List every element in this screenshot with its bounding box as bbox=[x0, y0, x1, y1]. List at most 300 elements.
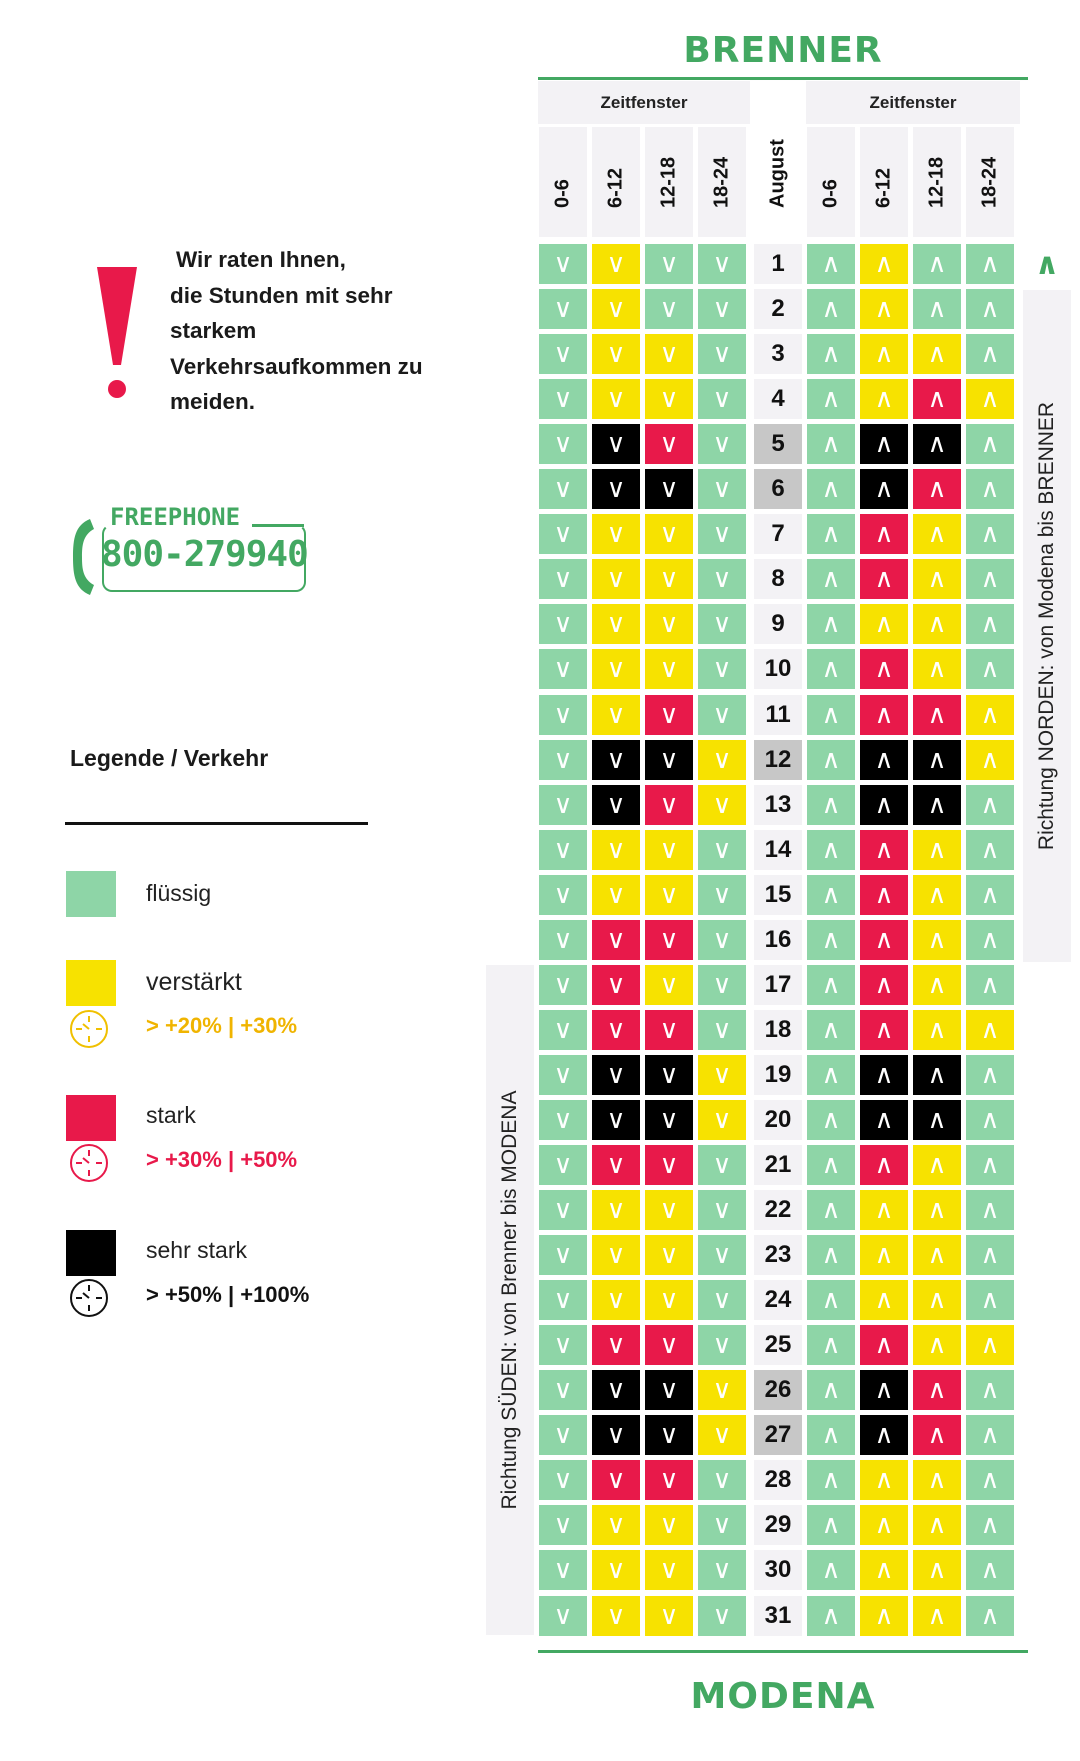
day-label: 8 bbox=[754, 559, 802, 599]
cell-north-day-22-col-1: ∧ bbox=[860, 1190, 908, 1230]
cell-south-day-27-col-2: ∨ bbox=[645, 1415, 693, 1455]
cell-south-day-28-col-0: ∨ bbox=[539, 1460, 587, 1500]
cell-north-day-26-col-1: ∧ bbox=[860, 1370, 908, 1410]
cell-north-day-28-col-0: ∧ bbox=[807, 1460, 855, 1500]
cell-south-day-28-col-3: ∨ bbox=[698, 1460, 746, 1500]
cell-north-day-6-col-3: ∧ bbox=[966, 469, 1014, 509]
cell-south-day-24-col-3: ∨ bbox=[698, 1280, 746, 1320]
legend-label-fluessig: flüssig bbox=[146, 880, 212, 906]
cell-north-day-9-col-1: ∧ bbox=[860, 604, 908, 644]
cell-north-day-15-col-0: ∧ bbox=[807, 875, 855, 915]
cell-north-day-22-col-3: ∧ bbox=[966, 1190, 1014, 1230]
cell-south-day-30-col-0: ∨ bbox=[539, 1550, 587, 1590]
cell-south-day-15-col-2: ∨ bbox=[645, 875, 693, 915]
cell-north-day-27-col-2: ∧ bbox=[913, 1415, 961, 1455]
day-label: 31 bbox=[754, 1596, 802, 1636]
col-header-s-2: 12-18 bbox=[645, 127, 693, 237]
cell-north-day-20-col-2: ∧ bbox=[913, 1100, 961, 1140]
legend-swatch-verstaerkt bbox=[66, 960, 116, 1006]
legend-swatch-stark bbox=[66, 1095, 116, 1141]
cell-south-day-8-col-3: ∨ bbox=[698, 559, 746, 599]
day-label: 6 bbox=[754, 469, 802, 509]
cell-north-day-10-col-1: ∧ bbox=[860, 649, 908, 689]
cell-north-day-30-col-3: ∧ bbox=[966, 1550, 1014, 1590]
col-header-s-1: 6-12 bbox=[592, 127, 640, 237]
cell-north-day-16-col-1: ∧ bbox=[860, 920, 908, 960]
day-label: 13 bbox=[754, 785, 802, 825]
cell-north-day-2-col-1: ∧ bbox=[860, 289, 908, 329]
cell-south-day-10-col-0: ∨ bbox=[539, 649, 587, 689]
cell-south-day-25-col-0: ∨ bbox=[539, 1325, 587, 1365]
cell-south-day-29-col-2: ∨ bbox=[645, 1505, 693, 1545]
direction-south-panel bbox=[486, 965, 534, 1635]
cell-south-day-7-col-2: ∨ bbox=[645, 514, 693, 554]
cell-south-day-4-col-1: ∨ bbox=[592, 379, 640, 419]
cell-south-day-5-col-0: ∨ bbox=[539, 424, 587, 464]
cell-south-day-15-col-3: ∨ bbox=[698, 875, 746, 915]
cell-south-day-14-col-2: ∨ bbox=[645, 830, 693, 870]
cell-south-day-15-col-1: ∨ bbox=[592, 875, 640, 915]
cell-south-day-18-col-1: ∨ bbox=[592, 1010, 640, 1050]
legend-divider bbox=[65, 822, 368, 825]
cell-north-day-26-col-3: ∧ bbox=[966, 1370, 1014, 1410]
direction-north-panel bbox=[1023, 290, 1071, 962]
cell-south-day-11-col-3: ∨ bbox=[698, 695, 746, 735]
cell-north-day-9-col-2: ∧ bbox=[913, 604, 961, 644]
cell-south-day-29-col-0: ∨ bbox=[539, 1505, 587, 1545]
cell-south-day-14-col-0: ∨ bbox=[539, 830, 587, 870]
cell-south-day-23-col-2: ∨ bbox=[645, 1235, 693, 1275]
col-header-n-1: 6-12 bbox=[860, 127, 908, 237]
cell-north-day-22-col-2: ∧ bbox=[913, 1190, 961, 1230]
cell-south-day-4-col-3: ∨ bbox=[698, 379, 746, 419]
cell-south-day-27-col-3: ∨ bbox=[698, 1415, 746, 1455]
day-label: 29 bbox=[754, 1505, 802, 1545]
day-label: 17 bbox=[754, 965, 802, 1005]
phone-handset-icon bbox=[70, 517, 100, 597]
cell-north-day-7-col-3: ∧ bbox=[966, 514, 1014, 554]
day-label: 5 bbox=[754, 424, 802, 464]
day-label: 28 bbox=[754, 1460, 802, 1500]
cell-south-day-8-col-0: ∨ bbox=[539, 559, 587, 599]
legend-swatch-sehr-stark bbox=[66, 1230, 116, 1276]
freephone-number[interactable]: 800-279940 bbox=[101, 534, 308, 575]
direction-south-label: Richtung SÜDEN: von Brenner bis MODENA bbox=[498, 1090, 521, 1510]
cell-south-day-9-col-3: ∨ bbox=[698, 604, 746, 644]
cell-north-day-12-col-3: ∧ bbox=[966, 740, 1014, 780]
cell-south-day-27-col-0: ∨ bbox=[539, 1415, 587, 1455]
cell-south-day-13-col-3: ∨ bbox=[698, 785, 746, 825]
top-city-title: BRENNER bbox=[683, 30, 883, 71]
advice-text: Wir raten Ihnen, die Stunden mit sehr starkem Verkehrsaufkommen zu meiden. bbox=[170, 247, 423, 414]
cell-north-day-23-col-3: ∧ bbox=[966, 1235, 1014, 1275]
cell-north-day-4-col-0: ∧ bbox=[807, 379, 855, 419]
cell-south-day-20-col-2: ∨ bbox=[645, 1100, 693, 1140]
col-header-n-0: 0-6 bbox=[807, 127, 855, 237]
cell-north-day-9-col-3: ∧ bbox=[966, 604, 1014, 644]
cell-north-day-14-col-2: ∧ bbox=[913, 830, 961, 870]
cell-south-day-26-col-3: ∨ bbox=[698, 1370, 746, 1410]
cell-south-day-6-col-0: ∨ bbox=[539, 469, 587, 509]
cell-south-day-2-col-0: ∨ bbox=[539, 289, 587, 329]
freephone-box bbox=[70, 503, 308, 591]
cell-south-day-9-col-1: ∨ bbox=[592, 604, 640, 644]
legend-clock-icon-black bbox=[68, 1277, 110, 1319]
cell-north-day-5-col-0: ∧ bbox=[807, 424, 855, 464]
cell-north-day-6-col-0: ∧ bbox=[807, 469, 855, 509]
cell-south-day-17-col-3: ∨ bbox=[698, 965, 746, 1005]
cell-north-day-12-col-1: ∧ bbox=[860, 740, 908, 780]
day-label: 4 bbox=[754, 379, 802, 419]
cell-south-day-18-col-0: ∨ bbox=[539, 1010, 587, 1050]
cell-south-day-12-col-3: ∨ bbox=[698, 740, 746, 780]
cell-south-day-3-col-3: ∨ bbox=[698, 334, 746, 374]
cell-north-day-30-col-0: ∧ bbox=[807, 1550, 855, 1590]
cell-south-day-15-col-0: ∨ bbox=[539, 875, 587, 915]
cell-south-day-22-col-1: ∨ bbox=[592, 1190, 640, 1230]
col-header-s-0: 0-6 bbox=[539, 127, 587, 237]
cell-north-day-29-col-0: ∧ bbox=[807, 1505, 855, 1545]
cell-north-day-18-col-3: ∧ bbox=[966, 1010, 1014, 1050]
cell-south-day-21-col-3: ∨ bbox=[698, 1145, 746, 1185]
cell-south-day-11-col-1: ∨ bbox=[592, 695, 640, 735]
cell-north-day-29-col-2: ∧ bbox=[913, 1505, 961, 1545]
freephone-frame-top bbox=[252, 524, 304, 527]
day-label: 15 bbox=[754, 875, 802, 915]
cell-south-day-31-col-3: ∨ bbox=[698, 1596, 746, 1636]
bottom-city-title: MODENA bbox=[690, 1676, 876, 1717]
cell-north-day-7-col-0: ∧ bbox=[807, 514, 855, 554]
cell-south-day-13-col-0: ∨ bbox=[539, 785, 587, 825]
cell-north-day-11-col-0: ∧ bbox=[807, 695, 855, 735]
cell-north-day-17-col-2: ∧ bbox=[913, 965, 961, 1005]
col-header-n-2: 12-18 bbox=[913, 127, 961, 237]
cell-north-day-2-col-0: ∧ bbox=[807, 289, 855, 329]
cell-north-day-27-col-3: ∧ bbox=[966, 1415, 1014, 1455]
cell-south-day-25-col-3: ∨ bbox=[698, 1325, 746, 1365]
cell-south-day-23-col-1: ∨ bbox=[592, 1235, 640, 1275]
cell-south-day-6-col-3: ∨ bbox=[698, 469, 746, 509]
cell-north-day-21-col-1: ∧ bbox=[860, 1145, 908, 1185]
cell-north-day-30-col-1: ∧ bbox=[860, 1550, 908, 1590]
cell-south-day-9-col-0: ∨ bbox=[539, 604, 587, 644]
day-label: 16 bbox=[754, 920, 802, 960]
cell-south-day-10-col-2: ∨ bbox=[645, 649, 693, 689]
cell-south-day-24-col-0: ∨ bbox=[539, 1280, 587, 1320]
cell-south-day-22-col-0: ∨ bbox=[539, 1190, 587, 1230]
cell-south-day-7-col-1: ∨ bbox=[592, 514, 640, 554]
cell-north-day-10-col-2: ∧ bbox=[913, 649, 961, 689]
cell-south-day-3-col-2: ∨ bbox=[645, 334, 693, 374]
cell-north-day-13-col-1: ∧ bbox=[860, 785, 908, 825]
cell-north-day-2-col-3: ∧ bbox=[966, 289, 1014, 329]
bottom-green-line bbox=[538, 1650, 1028, 1653]
cell-south-day-19-col-3: ∨ bbox=[698, 1055, 746, 1095]
cell-south-day-20-col-0: ∨ bbox=[539, 1100, 587, 1140]
cell-north-day-27-col-1: ∧ bbox=[860, 1415, 908, 1455]
legend-range-sehr-stark: > +50% | +100% bbox=[146, 1282, 310, 1307]
cell-south-day-16-col-2: ∨ bbox=[645, 920, 693, 960]
cell-north-day-28-col-3: ∧ bbox=[966, 1460, 1014, 1500]
north-direction-marker: ∧ bbox=[1034, 246, 1060, 282]
cell-north-day-17-col-3: ∧ bbox=[966, 965, 1014, 1005]
cell-south-day-1-col-3: ∨ bbox=[698, 244, 746, 284]
cell-south-day-30-col-3: ∨ bbox=[698, 1550, 746, 1590]
cell-south-day-14-col-3: ∨ bbox=[698, 830, 746, 870]
cell-south-day-29-col-1: ∨ bbox=[592, 1505, 640, 1545]
cell-north-day-12-col-0: ∧ bbox=[807, 740, 855, 780]
day-label: 12 bbox=[754, 740, 802, 780]
cell-north-day-28-col-1: ∧ bbox=[860, 1460, 908, 1500]
cell-north-day-14-col-0: ∧ bbox=[807, 830, 855, 870]
cell-south-day-29-col-3: ∨ bbox=[698, 1505, 746, 1545]
cell-north-day-7-col-2: ∧ bbox=[913, 514, 961, 554]
cell-south-day-31-col-0: ∨ bbox=[539, 1596, 587, 1636]
legend-label-stark: stark bbox=[146, 1102, 196, 1128]
cell-south-day-17-col-1: ∨ bbox=[592, 965, 640, 1005]
direction-north-label: Richtung NORDEN: von Modena bis BRENNER bbox=[1035, 401, 1058, 851]
day-label: 21 bbox=[754, 1145, 802, 1185]
cell-south-day-6-col-2: ∨ bbox=[645, 469, 693, 509]
cell-south-day-28-col-1: ∨ bbox=[592, 1460, 640, 1500]
cell-north-day-16-col-3: ∧ bbox=[966, 920, 1014, 960]
cell-north-day-3-col-1: ∧ bbox=[860, 334, 908, 374]
cell-north-day-15-col-3: ∧ bbox=[966, 875, 1014, 915]
cell-north-day-17-col-1: ∧ bbox=[860, 965, 908, 1005]
cell-north-day-4-col-2: ∧ bbox=[913, 379, 961, 419]
legend-label-verstaerkt: verstärkt bbox=[146, 968, 242, 996]
cell-south-day-19-col-1: ∨ bbox=[592, 1055, 640, 1095]
cell-north-day-24-col-3: ∧ bbox=[966, 1280, 1014, 1320]
cell-south-day-31-col-2: ∨ bbox=[645, 1596, 693, 1636]
cell-south-day-23-col-3: ∨ bbox=[698, 1235, 746, 1275]
cell-south-day-18-col-2: ∨ bbox=[645, 1010, 693, 1050]
cell-north-day-1-col-1: ∧ bbox=[860, 244, 908, 284]
day-label: 26 bbox=[754, 1370, 802, 1410]
cell-south-day-28-col-2: ∨ bbox=[645, 1460, 693, 1500]
cell-north-day-25-col-2: ∧ bbox=[913, 1325, 961, 1365]
cell-south-day-13-col-2: ∨ bbox=[645, 785, 693, 825]
cell-north-day-4-col-1: ∧ bbox=[860, 379, 908, 419]
cell-south-day-5-col-3: ∨ bbox=[698, 424, 746, 464]
cell-south-day-14-col-1: ∨ bbox=[592, 830, 640, 870]
cell-north-day-3-col-3: ∧ bbox=[966, 334, 1014, 374]
cell-north-day-13-col-2: ∧ bbox=[913, 785, 961, 825]
cell-north-day-4-col-3: ∧ bbox=[966, 379, 1014, 419]
cell-south-day-5-col-1: ∨ bbox=[592, 424, 640, 464]
cell-north-day-1-col-0: ∧ bbox=[807, 244, 855, 284]
day-label: 2 bbox=[754, 289, 802, 329]
cell-north-day-24-col-0: ∧ bbox=[807, 1280, 855, 1320]
cell-south-day-30-col-2: ∨ bbox=[645, 1550, 693, 1590]
cell-north-day-21-col-2: ∧ bbox=[913, 1145, 961, 1185]
cell-north-day-5-col-3: ∧ bbox=[966, 424, 1014, 464]
day-label: 18 bbox=[754, 1010, 802, 1050]
cell-north-day-12-col-2: ∧ bbox=[913, 740, 961, 780]
cell-north-day-23-col-1: ∧ bbox=[860, 1235, 908, 1275]
cell-north-day-23-col-0: ∧ bbox=[807, 1235, 855, 1275]
cell-north-day-16-col-2: ∧ bbox=[913, 920, 961, 960]
legend-range-verstaerkt: > +20% | +30% bbox=[146, 1013, 298, 1038]
cell-south-day-1-col-1: ∨ bbox=[592, 244, 640, 284]
day-label: 25 bbox=[754, 1325, 802, 1365]
cell-north-day-10-col-3: ∧ bbox=[966, 649, 1014, 689]
cell-south-day-6-col-1: ∨ bbox=[592, 469, 640, 509]
cell-north-day-14-col-3: ∧ bbox=[966, 830, 1014, 870]
cell-north-day-31-col-0: ∧ bbox=[807, 1596, 855, 1636]
cell-north-day-28-col-2: ∧ bbox=[913, 1460, 961, 1500]
cell-south-day-21-col-2: ∨ bbox=[645, 1145, 693, 1185]
cell-south-day-11-col-2: ∨ bbox=[645, 695, 693, 735]
cell-north-day-3-col-0: ∧ bbox=[807, 334, 855, 374]
cell-north-day-8-col-2: ∧ bbox=[913, 559, 961, 599]
cell-north-day-11-col-3: ∧ bbox=[966, 695, 1014, 735]
cell-north-day-1-col-2: ∧ bbox=[913, 244, 961, 284]
cell-north-day-9-col-0: ∧ bbox=[807, 604, 855, 644]
cell-south-day-30-col-1: ∨ bbox=[592, 1550, 640, 1590]
col-header-s-3: 18-24 bbox=[698, 127, 746, 237]
cell-north-day-17-col-0: ∧ bbox=[807, 965, 855, 1005]
cell-north-day-1-col-3: ∧ bbox=[966, 244, 1014, 284]
cell-north-day-27-col-0: ∧ bbox=[807, 1415, 855, 1455]
cell-north-day-25-col-3: ∧ bbox=[966, 1325, 1014, 1365]
cell-south-day-7-col-0: ∨ bbox=[539, 514, 587, 554]
cell-south-day-21-col-1: ∨ bbox=[592, 1145, 640, 1185]
day-label: 3 bbox=[754, 334, 802, 374]
cell-south-day-16-col-3: ∨ bbox=[698, 920, 746, 960]
cell-north-day-8-col-0: ∧ bbox=[807, 559, 855, 599]
cell-south-day-19-col-0: ∨ bbox=[539, 1055, 587, 1095]
cell-north-day-20-col-1: ∧ bbox=[860, 1100, 908, 1140]
day-label: 11 bbox=[754, 695, 802, 735]
day-label: 24 bbox=[754, 1280, 802, 1320]
cell-south-day-17-col-2: ∨ bbox=[645, 965, 693, 1005]
cell-north-day-18-col-2: ∧ bbox=[913, 1010, 961, 1050]
cell-north-day-8-col-3: ∧ bbox=[966, 559, 1014, 599]
zeitfenster-header-south: Zeitfenster bbox=[538, 81, 750, 124]
day-label: 19 bbox=[754, 1055, 802, 1095]
cell-south-day-21-col-0: ∨ bbox=[539, 1145, 587, 1185]
cell-south-day-12-col-0: ∨ bbox=[539, 740, 587, 780]
legend-range-stark: > +30% | +50% bbox=[146, 1147, 298, 1172]
cell-north-day-13-col-3: ∧ bbox=[966, 785, 1014, 825]
day-label: 14 bbox=[754, 830, 802, 870]
cell-south-day-4-col-0: ∨ bbox=[539, 379, 587, 419]
freephone-label: FREEPHONE bbox=[110, 503, 241, 531]
cell-south-day-8-col-1: ∨ bbox=[592, 559, 640, 599]
cell-north-day-18-col-0: ∧ bbox=[807, 1010, 855, 1050]
cell-north-day-15-col-1: ∧ bbox=[860, 875, 908, 915]
cell-south-day-7-col-3: ∨ bbox=[698, 514, 746, 554]
cell-south-day-23-col-0: ∨ bbox=[539, 1235, 587, 1275]
day-label: 7 bbox=[754, 514, 802, 554]
cell-north-day-3-col-2: ∧ bbox=[913, 334, 961, 374]
cell-north-day-8-col-1: ∧ bbox=[860, 559, 908, 599]
day-label: 23 bbox=[754, 1235, 802, 1275]
cell-south-day-1-col-2: ∨ bbox=[645, 244, 693, 284]
cell-south-day-22-col-2: ∨ bbox=[645, 1190, 693, 1230]
cell-south-day-3-col-0: ∨ bbox=[539, 334, 587, 374]
day-label: 20 bbox=[754, 1100, 802, 1140]
cell-south-day-11-col-0: ∨ bbox=[539, 695, 587, 735]
cell-north-day-29-col-1: ∧ bbox=[860, 1505, 908, 1545]
day-label: 1 bbox=[754, 244, 802, 284]
cell-north-day-16-col-0: ∧ bbox=[807, 920, 855, 960]
cell-north-day-10-col-0: ∧ bbox=[807, 649, 855, 689]
cell-south-day-25-col-2: ∨ bbox=[645, 1325, 693, 1365]
cell-north-day-18-col-1: ∧ bbox=[860, 1010, 908, 1050]
cell-north-day-19-col-1: ∧ bbox=[860, 1055, 908, 1095]
cell-north-day-2-col-2: ∧ bbox=[913, 289, 961, 329]
cell-south-day-22-col-3: ∨ bbox=[698, 1190, 746, 1230]
cell-south-day-4-col-2: ∨ bbox=[645, 379, 693, 419]
cell-north-day-5-col-2: ∧ bbox=[913, 424, 961, 464]
legend-clock-icon-red bbox=[68, 1142, 110, 1184]
cell-south-day-25-col-1: ∨ bbox=[592, 1325, 640, 1365]
cell-north-day-5-col-1: ∧ bbox=[860, 424, 908, 464]
cell-north-day-19-col-2: ∧ bbox=[913, 1055, 961, 1095]
cell-north-day-25-col-1: ∧ bbox=[860, 1325, 908, 1365]
cell-north-day-23-col-2: ∧ bbox=[913, 1235, 961, 1275]
cell-north-day-24-col-2: ∧ bbox=[913, 1280, 961, 1320]
cell-north-day-14-col-1: ∧ bbox=[860, 830, 908, 870]
day-label: 22 bbox=[754, 1190, 802, 1230]
cell-south-day-10-col-1: ∨ bbox=[592, 649, 640, 689]
cell-south-day-3-col-1: ∨ bbox=[592, 334, 640, 374]
top-green-line bbox=[538, 77, 1028, 80]
cell-north-day-29-col-3: ∧ bbox=[966, 1505, 1014, 1545]
cell-south-day-12-col-2: ∨ bbox=[645, 740, 693, 780]
cell-north-day-6-col-2: ∧ bbox=[913, 469, 961, 509]
legend-title: Legende / Verkehr bbox=[70, 745, 269, 771]
cell-south-day-20-col-3: ∨ bbox=[698, 1100, 746, 1140]
cell-north-day-26-col-2: ∧ bbox=[913, 1370, 961, 1410]
exclamation-icon bbox=[94, 265, 140, 405]
cell-south-day-24-col-1: ∨ bbox=[592, 1280, 640, 1320]
day-label: 9 bbox=[754, 604, 802, 644]
zeitfenster-header-north: Zeitfenster bbox=[806, 81, 1020, 124]
cell-south-day-26-col-1: ∨ bbox=[592, 1370, 640, 1410]
cell-north-day-20-col-0: ∧ bbox=[807, 1100, 855, 1140]
cell-south-day-1-col-0: ∨ bbox=[539, 244, 587, 284]
cell-north-day-24-col-1: ∧ bbox=[860, 1280, 908, 1320]
cell-south-day-19-col-2: ∨ bbox=[645, 1055, 693, 1095]
cell-south-day-20-col-1: ∨ bbox=[592, 1100, 640, 1140]
cell-north-day-21-col-3: ∧ bbox=[966, 1145, 1014, 1185]
cell-north-day-19-col-0: ∧ bbox=[807, 1055, 855, 1095]
cell-south-day-16-col-1: ∨ bbox=[592, 920, 640, 960]
cell-south-day-18-col-3: ∨ bbox=[698, 1010, 746, 1050]
cell-north-day-21-col-0: ∧ bbox=[807, 1145, 855, 1185]
cell-south-day-16-col-0: ∨ bbox=[539, 920, 587, 960]
cell-south-day-10-col-3: ∨ bbox=[698, 649, 746, 689]
day-label: 30 bbox=[754, 1550, 802, 1590]
cell-north-day-30-col-2: ∧ bbox=[913, 1550, 961, 1590]
cell-south-day-9-col-2: ∨ bbox=[645, 604, 693, 644]
cell-south-day-12-col-1: ∨ bbox=[592, 740, 640, 780]
cell-north-day-31-col-1: ∧ bbox=[860, 1596, 908, 1636]
day-label: 10 bbox=[754, 649, 802, 689]
cell-north-day-6-col-1: ∧ bbox=[860, 469, 908, 509]
cell-south-day-2-col-3: ∨ bbox=[698, 289, 746, 329]
cell-north-day-11-col-1: ∧ bbox=[860, 695, 908, 735]
cell-north-day-11-col-2: ∧ bbox=[913, 695, 961, 735]
cell-north-day-26-col-0: ∧ bbox=[807, 1370, 855, 1410]
cell-south-day-24-col-2: ∨ bbox=[645, 1280, 693, 1320]
cell-north-day-7-col-1: ∧ bbox=[860, 514, 908, 554]
legend-clock-icon-yellow bbox=[68, 1008, 110, 1050]
col-header-n-3: 18-24 bbox=[966, 127, 1014, 237]
